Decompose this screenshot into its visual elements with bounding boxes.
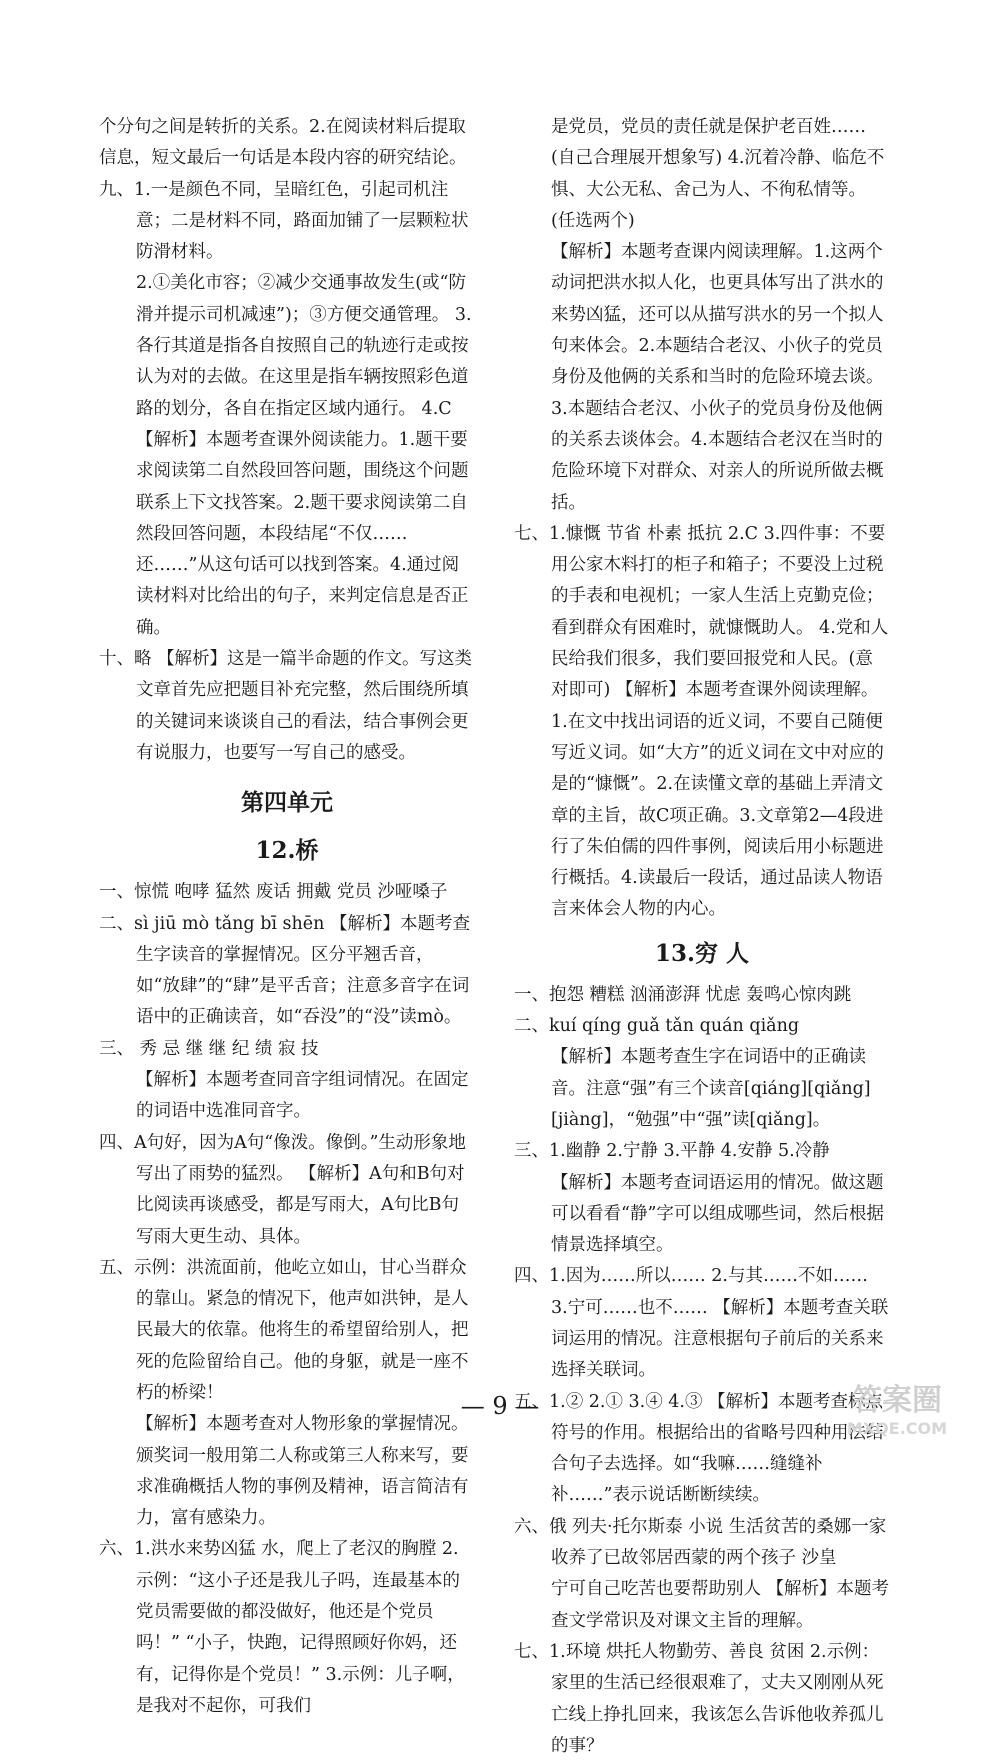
lesson12-q4: 四、A句好，因为A句“像泼。像倒。”生动形象地写出了雨势的猛烈。 【解析】A句和B句对比阅读再谈感受，都是写雨大，A句比B句写雨大更生动、具体。	[99, 1132, 466, 1247]
left-column	[99, 112, 475, 1722]
answer-10: 十、略 【解析】这是一篇半命题的作文。写这类文章首先应把题目补充完整，然后围绕所填的关键词来谈谈自己的看法，结合事例会更有说服力，也要写一写自己的感受。	[99, 649, 473, 763]
watermark-logo	[812, 1372, 982, 1442]
lesson12-q2: 二、sì jiū mò tǎng bī shēn 【解析】本题考查生字读音的掌握情况。区分平翘舌音，如“放肆”的“肆”是平舌音；注意多音字在词语中的正确读音，如“吞没”的“没”读mò。	[99, 913, 470, 1028]
lesson-12-title: 12.桥	[255, 837, 319, 865]
lesson13-q2-analysis: 【解析】本题考查生字在词语中的正确读音。注意“强”有三个读音[qiáng][qiǎng][jiàng]，“勉强”中“强”读[qiǎng]。	[551, 1047, 871, 1130]
right-paragraph-1: 是党员，党员的责任就是保护老百姓……(自己合理展开想象写) 4.沉着冷静、临危不惧、大公无私、舍己为人、不徇私情等。(任选两个)	[551, 117, 885, 231]
page-number: — 9 —	[460, 1392, 540, 1420]
lesson12-q1: 一、惊慌 咆哮 猛然 废话 拥戴 党员 沙哑嗓子	[99, 882, 448, 903]
watermark-line1: 答案圈	[852, 1383, 942, 1418]
lesson13-q5: 五、1.② 2.① 3.④ 4.③ 【解析】本题考查标点符号的作用。根据给出的省略号四种用法结合句子去选择。如“我嘛……缝缝补补……”表示说话断断续续。	[514, 1391, 884, 1506]
right-analysis-1: 【解析】本题考查课内阅读理解。1.这两个动词把洪水拟人化，也更具体写出了洪水的来势凶猛，还可以从描写洪水的另一个拟人句来体会。2.本题结合老汉、小伙子的党员身份及他俩的关系和当时的危险环境去谈。3.本题结合老汉、小伙子的党员身份及他俩的关系去谈体会。4.本题结合老汉在当时的危险环境下对群众、对亲人的所说所做去概括。	[551, 242, 884, 513]
unit-title: 第四单元	[241, 789, 333, 817]
answer-9: 九、1.一是颜色不同，呈暗红色，引起司机注意；二是材料不同，路面加铺了一层颗粒状防滑材料。	[99, 179, 469, 263]
lesson13-q4-continued: 3.宁可……也不…… 【解析】本题考查关联词运用的情况。注意根据句子前后的关系来选择关联词。	[551, 1297, 889, 1381]
left-paragraph-1: 个分句之间是转折的关系。2.在阅读材料后提取信息，短文最后一句话是本段内容的研究结论。	[99, 117, 467, 169]
lesson13-q2: 二、kuí qíng guǎ tǎn quán qiǎng	[514, 1016, 800, 1037]
lesson13-q1: 一、抱怨 糟糕 汹涌澎湃 忧虑 轰鸣心惊肉跳	[514, 984, 852, 1005]
lesson13-q7: 七、1.环境 烘托人物勤劳、善良 贫困 2.示例：家里的生活已经很艰难了，丈夫又刚刚从死亡线上挣扎回来，我该怎么告诉他收养孤儿的事？	[514, 1641, 884, 1756]
lesson12-q6: 六、1.洪水来势凶猛 水，爬上了老汉的胸膛 2.示例：“这小子还是我儿子吗，连最基本的党员需要做的都没做好，他还是个党员吗！” “小子，快跑，记得照顾好你妈，还有，记得你是个党员！” 3.示例：儿子啊，是我对不起你，可我们	[99, 1539, 465, 1716]
right-column	[514, 112, 890, 1762]
lesson12-q5: 五、示例：洪流面前，他屹立如山，甘心当群众的靠山。紧急的情况下，他声如洪钟，是人民最大的依靠。他将生的希望留给别人，把死的危险留给自己。他的身躯，就是一座不朽的桥梁！	[99, 1257, 469, 1403]
watermark-line2: MXQE.COM	[846, 1419, 948, 1438]
lesson13-q6-continued: 宁可自己吃苦也要帮助别人 【解析】本题考查文学常识及对课文主旨的理解。	[551, 1579, 890, 1631]
answer-9-continued: 2.①美化市容；②减少交通事故发生(或“防滑并提示司机减速”)；③方便交通管理。 3.各行其道是指各自按照自己的轨迹行走或按认为对的去做。在这里是指车辆按照彩色道路的划分，各自在指定区域内通行。 4.C 【解析】本题考查课外阅读能力。1.题干要求阅读第二自然段回答问题，围绕这个问题联系上下文找答案。2.题干要求阅读第二自然段回答问题，本段结尾“不仅……还……”从这句话可以找到答案。4.通过阅读材料对比给出的句子，来判定信息是否正确。	[136, 273, 472, 638]
lesson13-q6: 六、俄 列夫·托尔斯泰 小说 生活贫苦的桑娜一家收养了已故邻居西蒙的两个孩子 沙皇	[514, 1516, 887, 1569]
answer-7: 七、1.慷慨 节省 朴素 抵抗 2.C 3.四件事：不要用公家木料打的柜子和箱子；不要没上过税的手表和电视机；一家人生活上克勤克俭；看到群众有困难时，就慷慨助人。 4.党和人民给我们很多，我们要回报党和人民。(意对即可) 【解析】本题考查课外阅读理解。1.在文中找出词语的近义词，不要自己随便写近义词。如“大方”的近义词在文中对应的是的“慷慨”。2.在读懂文章的基础上弄清文章的主旨，故C项正确。3.文章第2—4段进行了朱伯儒的四件事例，阅读后用小标题进行概括。4.读最后一段话，通过品读人物语言来体会人物的内心。	[514, 523, 889, 920]
lesson13-q3-analysis: 【解析】本题考查词语运用的情况。做这题可以看看“静”字可以组成哪些词，然后根据情景选择填空。	[551, 1172, 884, 1256]
lesson12-q3-analysis: 【解析】本题考查同音字组词情况。在固定的词语中选准同音字。	[136, 1070, 469, 1122]
lesson12-q5-analysis: 【解析】本题考查对人物形象的掌握情况。颁奖词一般用第二人称或第三人称来写，要求准确概括人物的事例及精神，语言简洁有力，富有感染力。	[136, 1414, 469, 1529]
lesson-13-title: 13.穷 人	[654, 939, 750, 967]
lesson13-q3: 三、1.幽静 2.宁静 3.平静 4.安静 5.冷静	[514, 1141, 830, 1162]
lesson12-q3: 三、 秀 忌 继 继 纪 绩 寂 技	[99, 1038, 319, 1059]
lesson13-q4: 四、1.因为……所以…… 2.与其……不如……	[514, 1266, 868, 1287]
